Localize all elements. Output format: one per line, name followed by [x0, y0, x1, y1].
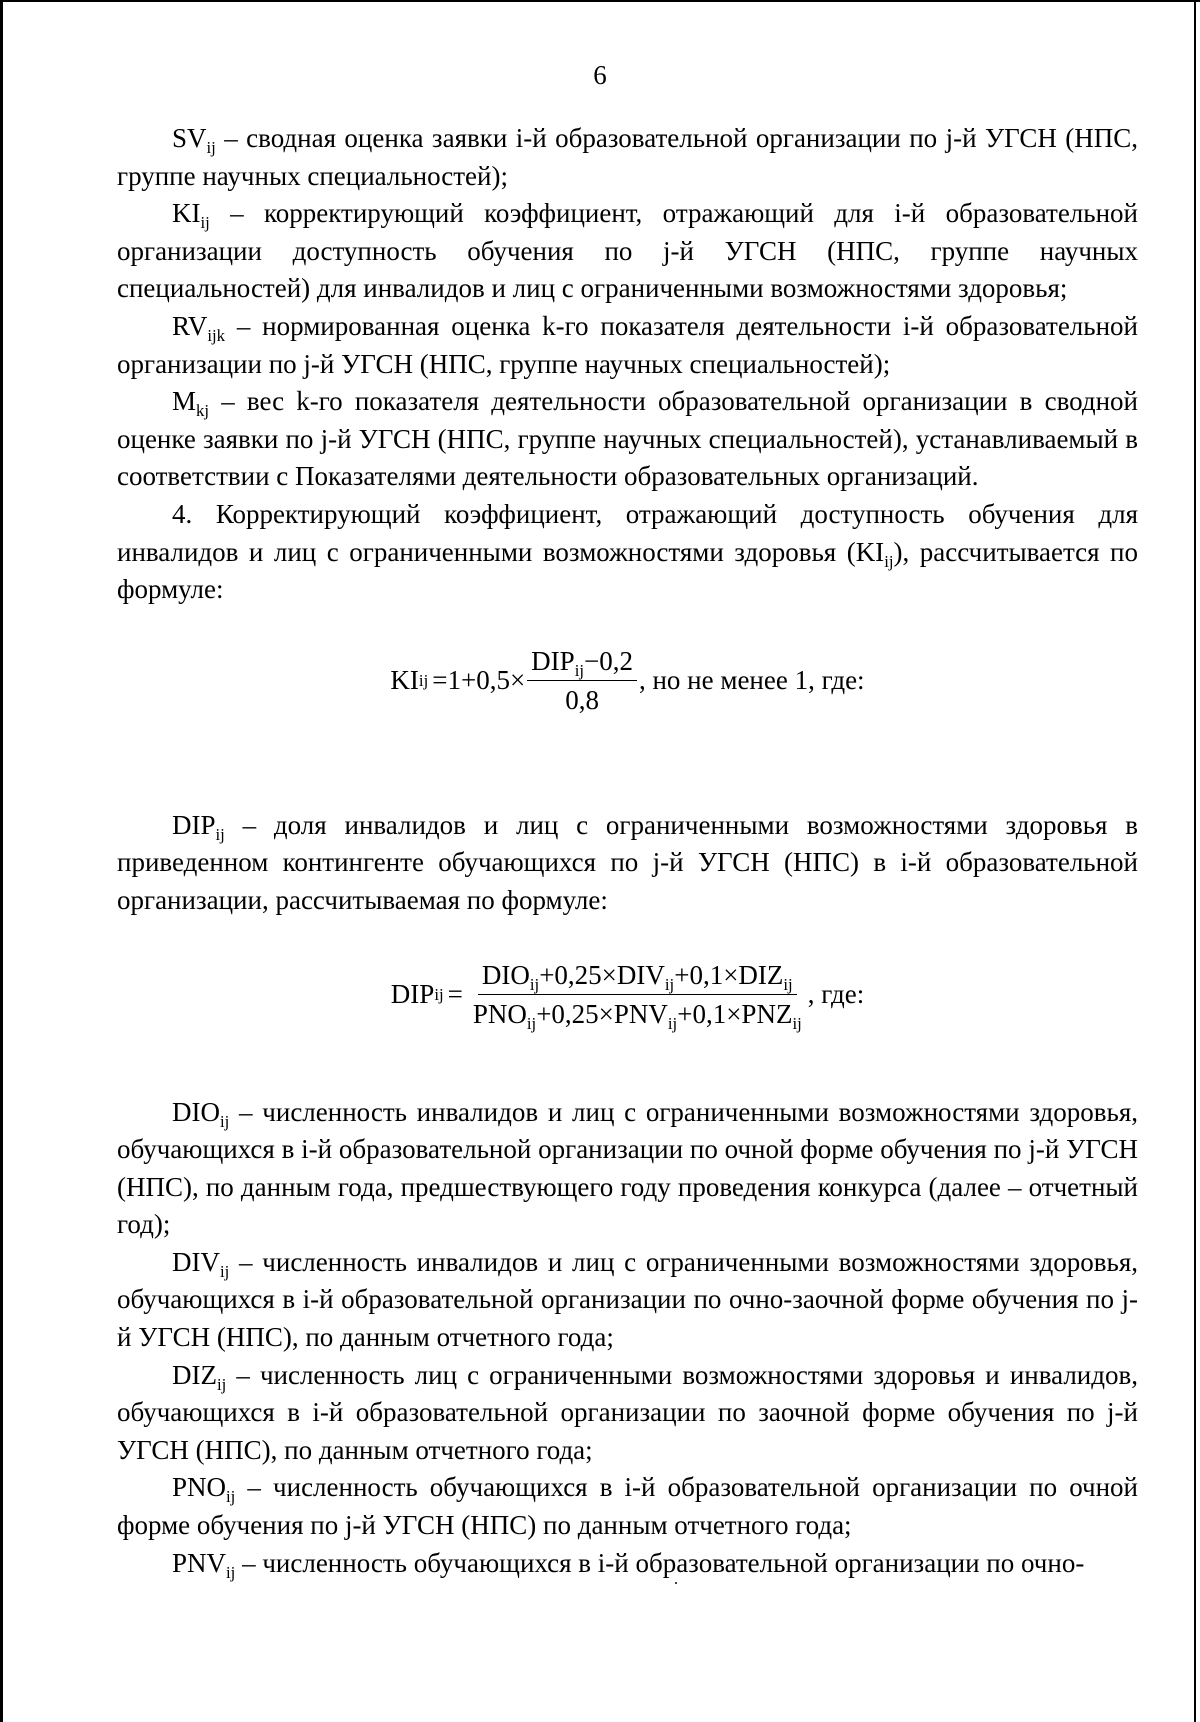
definition-symbol: DIV [172, 1246, 220, 1277]
definition-symbol: M [172, 386, 197, 417]
definition-text: – численность обучающихся в i-й образовательной организации по очно- [235, 1547, 1085, 1578]
definition-subscript: ij [226, 1487, 236, 1507]
definition-ki [117, 195, 1138, 308]
definition-text: – сводная оценка заявки i-й образовательной организации по j-й УГСН (НПС, группе научных специальностей); [117, 123, 1138, 191]
numerator-subscript: ij [783, 974, 793, 994]
definition-symbol: KI [172, 198, 201, 229]
denominator-term: +0,25×PNV [536, 999, 668, 1029]
denominator-subscript: ij [667, 1013, 678, 1033]
definition-subscript: ij [220, 1111, 230, 1131]
definition-symbol: PNV [172, 1547, 227, 1578]
scan-border-left [0, 0, 3, 1722]
definition-subscript: ij [216, 1374, 227, 1394]
numerator-subscript: ij [664, 974, 675, 994]
definition-text: – численность инвалидов и лиц с ограниченными возможностями здоровья, обучающихся в i-й образовательной организации по очно-заочной форме обучения по j-й УГСН (НПС), по данным отчетного года; [117, 1246, 1138, 1353]
formula-tail: , но не менее 1, где: [638, 664, 865, 695]
definition-dio [117, 1094, 1138, 1244]
definition-subscript: ij [220, 1261, 230, 1281]
formula-dip: DIP ij = $\frac{DIO_{ij}+0,25\times DIV_{ij}+0,1\times DIZ_{ij}}{PNO_{ij}+0,25\times PNV_{ij}+0,1\times PNZ_{ij}}$ , где: [390, 960, 865, 1033]
denominator-subscript: ij [792, 1013, 802, 1033]
definition-text: – численность лиц с ограниченными возможностями здоровья и инвалидов, обучающихся в i-й образовательной организации по заочной форме обучения по j-й УГСН (НПС), по данным отчетного года; [117, 1359, 1138, 1465]
paragraph-text: 4. Корректирующий коэффициент, отражающий доступность обучения для инвалидов и лиц с ограниченными возможностями здоровья ( [117, 498, 1138, 567]
formula-operator: = [447, 978, 463, 1009]
definition-symbol: RV [172, 310, 208, 341]
definition-diz [117, 1357, 1138, 1470]
definition-subscript: kj [196, 401, 210, 420]
definition-subscript: ij [206, 137, 216, 157]
definition-symbol: SV [172, 123, 207, 153]
definition-subscript: ij [200, 213, 210, 233]
definition-symbol: PNO [172, 1472, 227, 1503]
definition-subscript: ij [215, 824, 225, 844]
page-number: 6 [593, 60, 607, 90]
numerator-subscript: ij [529, 974, 540, 994]
fraction-denominator [469, 995, 806, 1033]
document-body [117, 120, 1138, 1582]
formula-lhs: DIP [390, 978, 435, 1009]
denominator-term: +0,1×PNZ [677, 999, 793, 1029]
definition-symbol: DIZ [172, 1359, 217, 1390]
paragraph-symbol: KI [855, 536, 885, 567]
definition-rv [117, 308, 1138, 383]
definition-subscript: ijk [207, 325, 226, 345]
formula-lhs: KI [390, 664, 419, 695]
definition-dip [117, 807, 1138, 920]
definition-text: – корректирующий коэффициент, отражающий для i-й образовательной организации доступность обучения по j-й УГСН (НПС, группе научных специальностей) для инвалидов и лиц с ограниченными возможностями здоровья; [117, 198, 1138, 304]
definition-div [117, 1244, 1138, 1357]
definition-m [117, 383, 1138, 496]
numerator-term: DIO [481, 960, 530, 990]
paragraph-subscript: ij [884, 551, 894, 571]
definition-text: – численность обучающихся в i-й образовательной организации по очной форме обучения по j-й УГСН (НПС) по данным отчетного года; [117, 1472, 1138, 1541]
definition-pnv [117, 1545, 1138, 1583]
definition-symbol: DIP [172, 809, 216, 840]
paragraph-text: ), рассчитывается по формуле: [117, 536, 1138, 605]
definition-text: – вес k-го показателя деятельности образовательной организации в сводной оценке заявки по j-й УГСН (НПС, группе научных специальностей), устанавливаемый в соответствии с Показателями деятельности образовательных организаций. [117, 386, 1138, 492]
fraction-numerator [478, 959, 797, 995]
paragraph-4 [117, 496, 1138, 609]
definition-pno [117, 1469, 1138, 1544]
formula-operator: =1+0,5× [432, 664, 526, 695]
scan-border-right [1194, 0, 1196, 1722]
scan-speck [675, 1582, 677, 1584]
definition-text: – численность инвалидов и лиц с ограниченными возможностями здоровья, обучающихся в i-й образовательной организации по очной форме обучения по j-й УГСН (НПС), по данным года, предшествующего году проведения конкурса (далее – отчетный год); [117, 1096, 1138, 1240]
definition-subscript: ij [226, 1562, 236, 1582]
definition-sv [117, 120, 1138, 195]
fraction-denominator: 0,8 [565, 685, 599, 716]
definition-text: – нормированная оценка k-го показателя деятельности i-й образовательной организации по j-й УГСН (НПС, группе научных специальностей); [117, 310, 1138, 379]
numerator-term: +0,1×DIZ [674, 960, 784, 990]
numerator-term: +0,25×DIV [539, 960, 665, 990]
formula-fraction [469, 959, 806, 1033]
scan-border-top [0, 0, 1200, 2]
numerator-rest: −0,2 [584, 646, 633, 677]
definition-symbol: DIO [172, 1096, 220, 1127]
denominator-term: PNO [472, 999, 527, 1029]
numerator-subscript: ij [574, 661, 584, 681]
definition-text: – доля инвалидов и лиц с ограниченными возможностями здоровья в приведенном контингенте обучающихся по j-й УГСН (НПС) в i-й образовательной организации, рассчитываемая по формуле: [117, 809, 1138, 915]
denominator-subscript: ij [526, 1013, 537, 1033]
numerator-symbol: DIP [531, 646, 575, 677]
formula-ki: KI ij =1+0,5× $\frac{DIP_{ij}-0,2}{0,8}$ , но не менее 1, где: [390, 646, 865, 716]
fraction-numerator [527, 645, 637, 681]
formula-tail: , где: [807, 978, 865, 1009]
formula-fraction [527, 645, 637, 716]
